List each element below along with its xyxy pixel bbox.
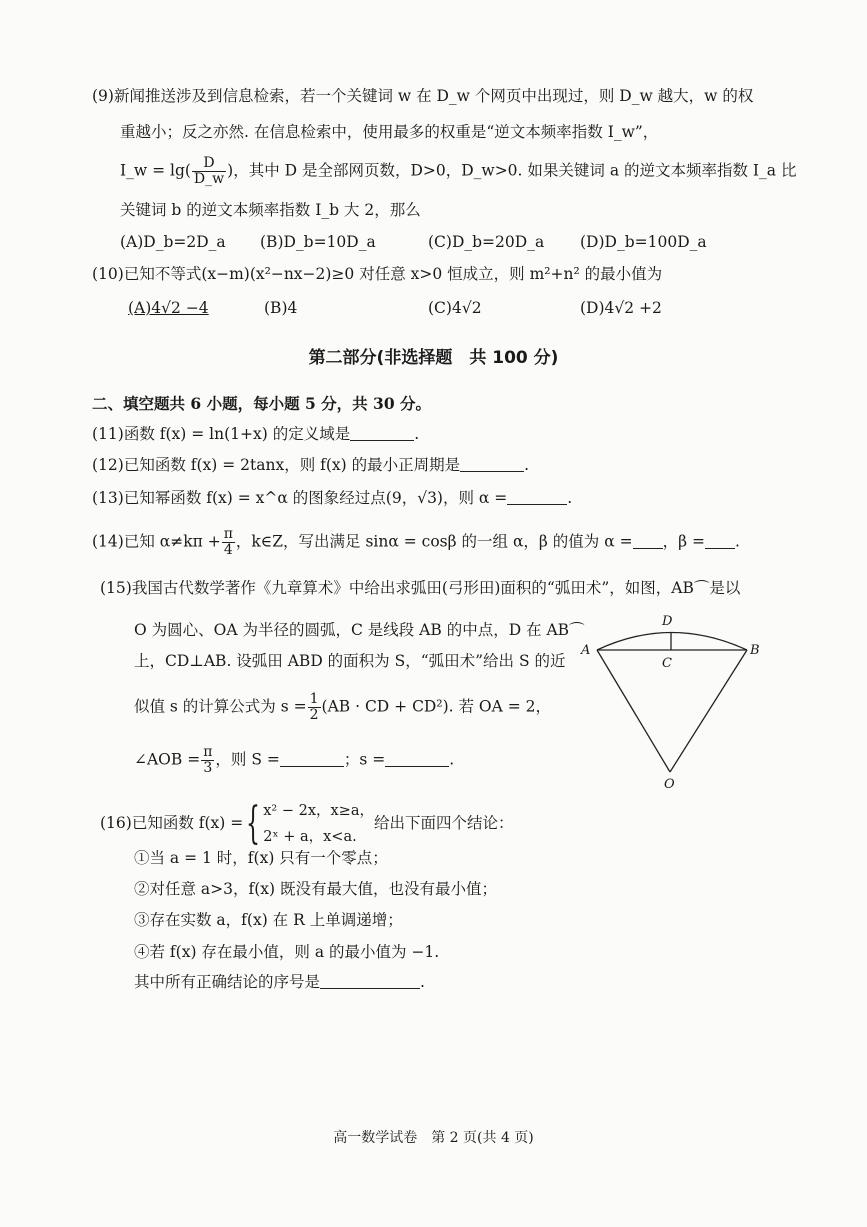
arc-field-diagram (575, 600, 775, 800)
q9-line3 (120, 156, 796, 187)
label-D: D (662, 614, 673, 629)
q15-line4-pre: 似值 s 的计算公式为 s = (134, 697, 307, 716)
q16-case1: x² − 2x，x≥a， (263, 803, 374, 819)
q12-end: . (524, 456, 530, 474)
part2-title: 第二部分(非选择题 共 100 分) (308, 348, 559, 368)
q10-option-d: (D)4√2 +2 (580, 299, 662, 317)
q15-half-num: 1 (309, 691, 319, 707)
q14-frac-num: π (223, 526, 233, 542)
q16-case2: 2ˣ + a，x<a. (263, 829, 357, 845)
q11 (92, 424, 419, 444)
q14-fraction (222, 527, 235, 558)
segment-OA (597, 650, 670, 772)
q13-end: . (567, 489, 573, 507)
q9-frac-num: D (192, 156, 226, 172)
q16-post: 给出下面四个结论： (373, 814, 514, 832)
piecewise-brace: { (246, 798, 261, 849)
q9-option-c: (C)D_b=20D_a (428, 233, 545, 251)
q10-option-b: (B)4 (264, 299, 298, 317)
q12 (92, 455, 529, 475)
q14-mid: ，k∈Z，写出满足 sinα = cosβ 的一组 α，β 的值为 α = (235, 532, 633, 551)
q16-item-1: ①当 a = 1 时，f(x) 只有一个零点； (134, 849, 388, 867)
q16-item-2: ②对任意 a>3，f(x) 既没有最大值，也没有最小值； (134, 880, 498, 898)
q16-pre: (16)已知函数 f(x) = (100, 814, 244, 832)
q14-end: . (735, 532, 740, 551)
q15-half-den: 2 (309, 707, 319, 723)
piecewise-cases (263, 798, 374, 850)
q16-final (134, 972, 425, 992)
label-B: B (750, 643, 760, 658)
label-O: O (664, 777, 675, 792)
section2-heading: 二、填空题共 6 小题，每小题 5 分，共 30 分。 (92, 394, 432, 413)
q11-answer-blank (350, 426, 414, 441)
q14-alpha-blank (633, 534, 663, 549)
arc-AB (597, 633, 747, 651)
q14 (92, 527, 740, 558)
q15-half-fraction (308, 692, 321, 723)
q9-line4: 关键词 b 的逆文本频率指数 I_b 大 2，那么 (120, 201, 421, 219)
q15-line5-mid: ，则 S = (215, 750, 280, 769)
q14-frac-den: 4 (223, 542, 233, 558)
q10-options (128, 298, 662, 318)
q14-pre: (14)已知 α≠kπ + (92, 532, 221, 551)
q16-final-text: 其中所有正确结论的序号是 (134, 973, 321, 991)
q15-line5 (134, 745, 454, 776)
q16-item-3: ③存在实数 a，f(x) 在 R 上单调递增； (134, 911, 403, 929)
q10-option-c: (C)4√2 (428, 299, 482, 317)
label-A: A (581, 643, 591, 658)
q9-line3-post: )，其中 D 是全部网页数，D>0，D_w>0. 如果关键词 a 的逆文本频率指数 I_a 比 (227, 161, 797, 180)
q15-line5-mid2: ；s = (343, 750, 386, 769)
q12-answer-blank (460, 457, 524, 472)
q11-end: . (414, 425, 420, 443)
q15-angle-num: π (203, 744, 213, 760)
q14-beta-blank (705, 534, 735, 549)
q15-line5-pre: ∠AOB = (134, 750, 201, 769)
q13-text: (13)已知幂函数 f(x) = x^α 的图象经过点(9，√3)，则 α = (92, 489, 508, 507)
q12-text: (12)已知函数 f(x) = 2tanx，则 f(x) 的最小正周期是 (92, 456, 461, 474)
q13-answer-blank (507, 490, 567, 505)
q15-line3: 上，CD⊥AB. 设弧田 ABD 的面积为 S，“弧田术”给出 S 的近 (134, 652, 566, 670)
q15-s-blank (385, 752, 449, 767)
q9-line2: 重越小；反之亦然. 在信息检索中，使用最多的权重是“逆文本频率指数 I_w”， (120, 123, 659, 141)
q11-text: (11)函数 f(x) = ln(1+x) 的定义域是 (92, 425, 351, 443)
q9-fraction (192, 156, 226, 187)
q15-line4-post: (AB · CD + CD²). 若 OA = 2， (321, 697, 552, 716)
q15-line5-end: . (449, 750, 455, 769)
label-C: C (662, 656, 672, 671)
q9-option-b: (B)D_b=10D_a (260, 233, 376, 251)
q9-option-d: (D)D_b=100D_a (580, 233, 707, 251)
q15-S-blank (280, 752, 344, 767)
q13 (92, 488, 572, 508)
q10-option-a: (A)4√2 −4 (128, 299, 209, 317)
q15-line4 (134, 692, 551, 723)
q9-option-a: (A)D_b=2D_a (120, 233, 226, 251)
q10-stem: (10)已知不等式(x−m)(x²−nx−2)≥0 对任意 x>0 恒成立，则 m²+n² 的最小值为 (92, 265, 663, 283)
q16-stem (100, 798, 513, 848)
q9-line1: (9)新闻推送涉及到信息检索，若一个关键词 w 在 D_w 个网页中出现过，则 D_w 越大，w 的权 (92, 87, 754, 105)
segment-OB (670, 650, 747, 772)
q15-angle-den: 3 (203, 760, 213, 776)
q9-options (120, 232, 707, 252)
q16-item-4: ④若 f(x) 存在最小值，则 a 的最小值为 −1. (134, 943, 440, 961)
q16-answer-blank (320, 974, 420, 989)
q15-line1: (15)我国古代数学著作《九章算术》中给出求弧田(弓形田)面积的“弧田术”，如图，AB⌒是以 (100, 579, 741, 597)
page-footer: 高一数学试卷 第 2 页(共 4 页) (333, 1130, 534, 1146)
q16-final-end: . (420, 973, 425, 991)
q15-angle-fraction (201, 745, 214, 776)
q14-mid2: ，β = (662, 532, 706, 551)
q15-line2: O 为圆心、OA 为半径的圆弧，C 是线段 AB 的中点，D 在 AB⌒ (134, 621, 585, 639)
q9-frac-den: D_w (193, 171, 225, 187)
q9-line3-pre: I_w = lg( (120, 161, 191, 180)
